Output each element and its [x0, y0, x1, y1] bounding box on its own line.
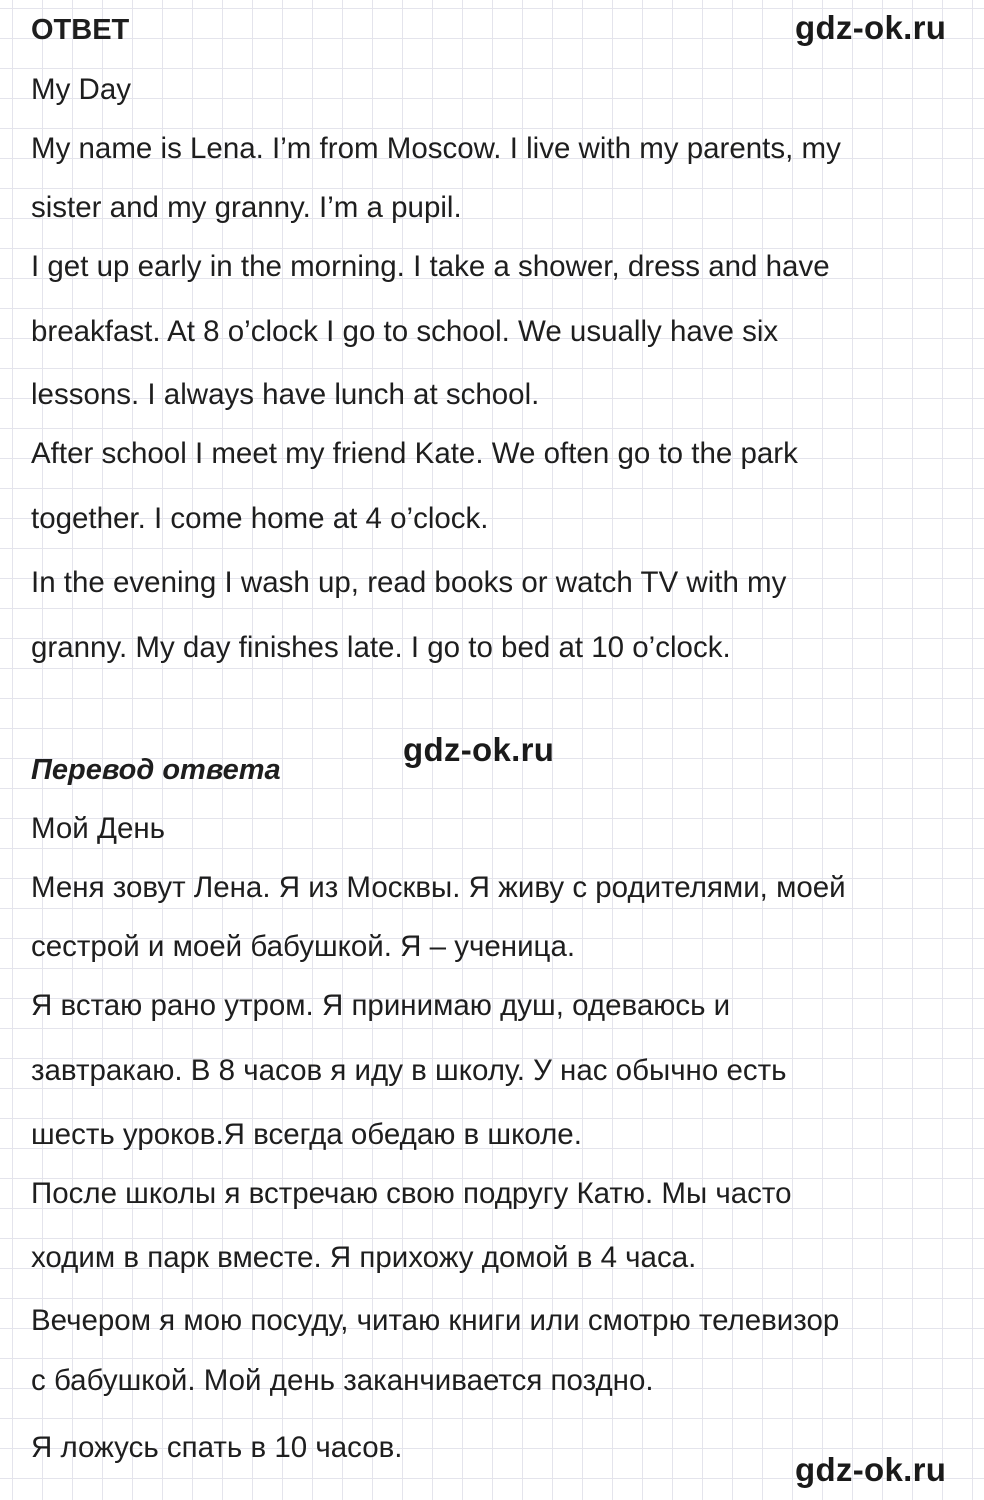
answer-line: After school I meet my friend Kate. We often go to the park — [31, 437, 798, 470]
answer-line: breakfast. At 8 o’clock I go to school. We usually have six — [31, 315, 779, 348]
answer-heading: ОТВЕТ — [31, 14, 130, 46]
answer-line: lessons. I always have lunch at school. — [31, 378, 540, 411]
translation-line: Я ложусь спать в 10 часов. — [31, 1431, 403, 1464]
answer-line: In the evening I wash up, read books or watch TV with my — [31, 566, 787, 599]
answer-title: My Day — [31, 73, 131, 106]
translation-line: ходим в парк вместе. Я прихожу домой в 4 часа. — [31, 1241, 697, 1274]
answer-line: sister and my granny. I’m a pupil. — [31, 191, 462, 224]
translation-line: Меня зовут Лена. Я из Москвы. Я живу с родителями, моей — [31, 871, 846, 904]
answer-line: I get up early in the morning. I take a shower, dress and have — [31, 250, 830, 283]
translation-heading: Перевод ответа — [31, 754, 281, 786]
translation-line: с бабушкой. Мой день заканчивается поздно. — [31, 1364, 654, 1397]
answer-line: My name is Lena. I’m from Moscow. I live with my parents, my — [31, 132, 841, 165]
watermark-top: gdz-ok.ru — [795, 9, 947, 46]
translation-line: сестрой и моей бабушкой. Я – ученица. — [31, 930, 576, 963]
answer-line: together. I come home at 4 o’clock. — [31, 502, 489, 535]
translation-line: Я встаю рано утром. Я принимаю душ, одеваюсь и — [31, 989, 731, 1022]
translation-line: шесть уроков.Я всегда обедаю в школе. — [31, 1118, 582, 1151]
translation-line: Вечером я мою посуду, читаю книги или смотрю телевизор — [31, 1304, 840, 1337]
translation-title: Мой День — [31, 812, 166, 845]
watermark-middle: gdz-ok.ru — [403, 731, 555, 768]
translation-line: После школы я встречаю свою подругу Катю. Мы часто — [31, 1177, 792, 1210]
answer-line: granny. My day finishes late. I go to bed at 10 o’clock. — [31, 631, 731, 664]
translation-line: завтракаю. В 8 часов я иду в школу. У нас обычно есть — [31, 1054, 787, 1087]
watermark-bottom: gdz-ok.ru — [795, 1451, 947, 1488]
